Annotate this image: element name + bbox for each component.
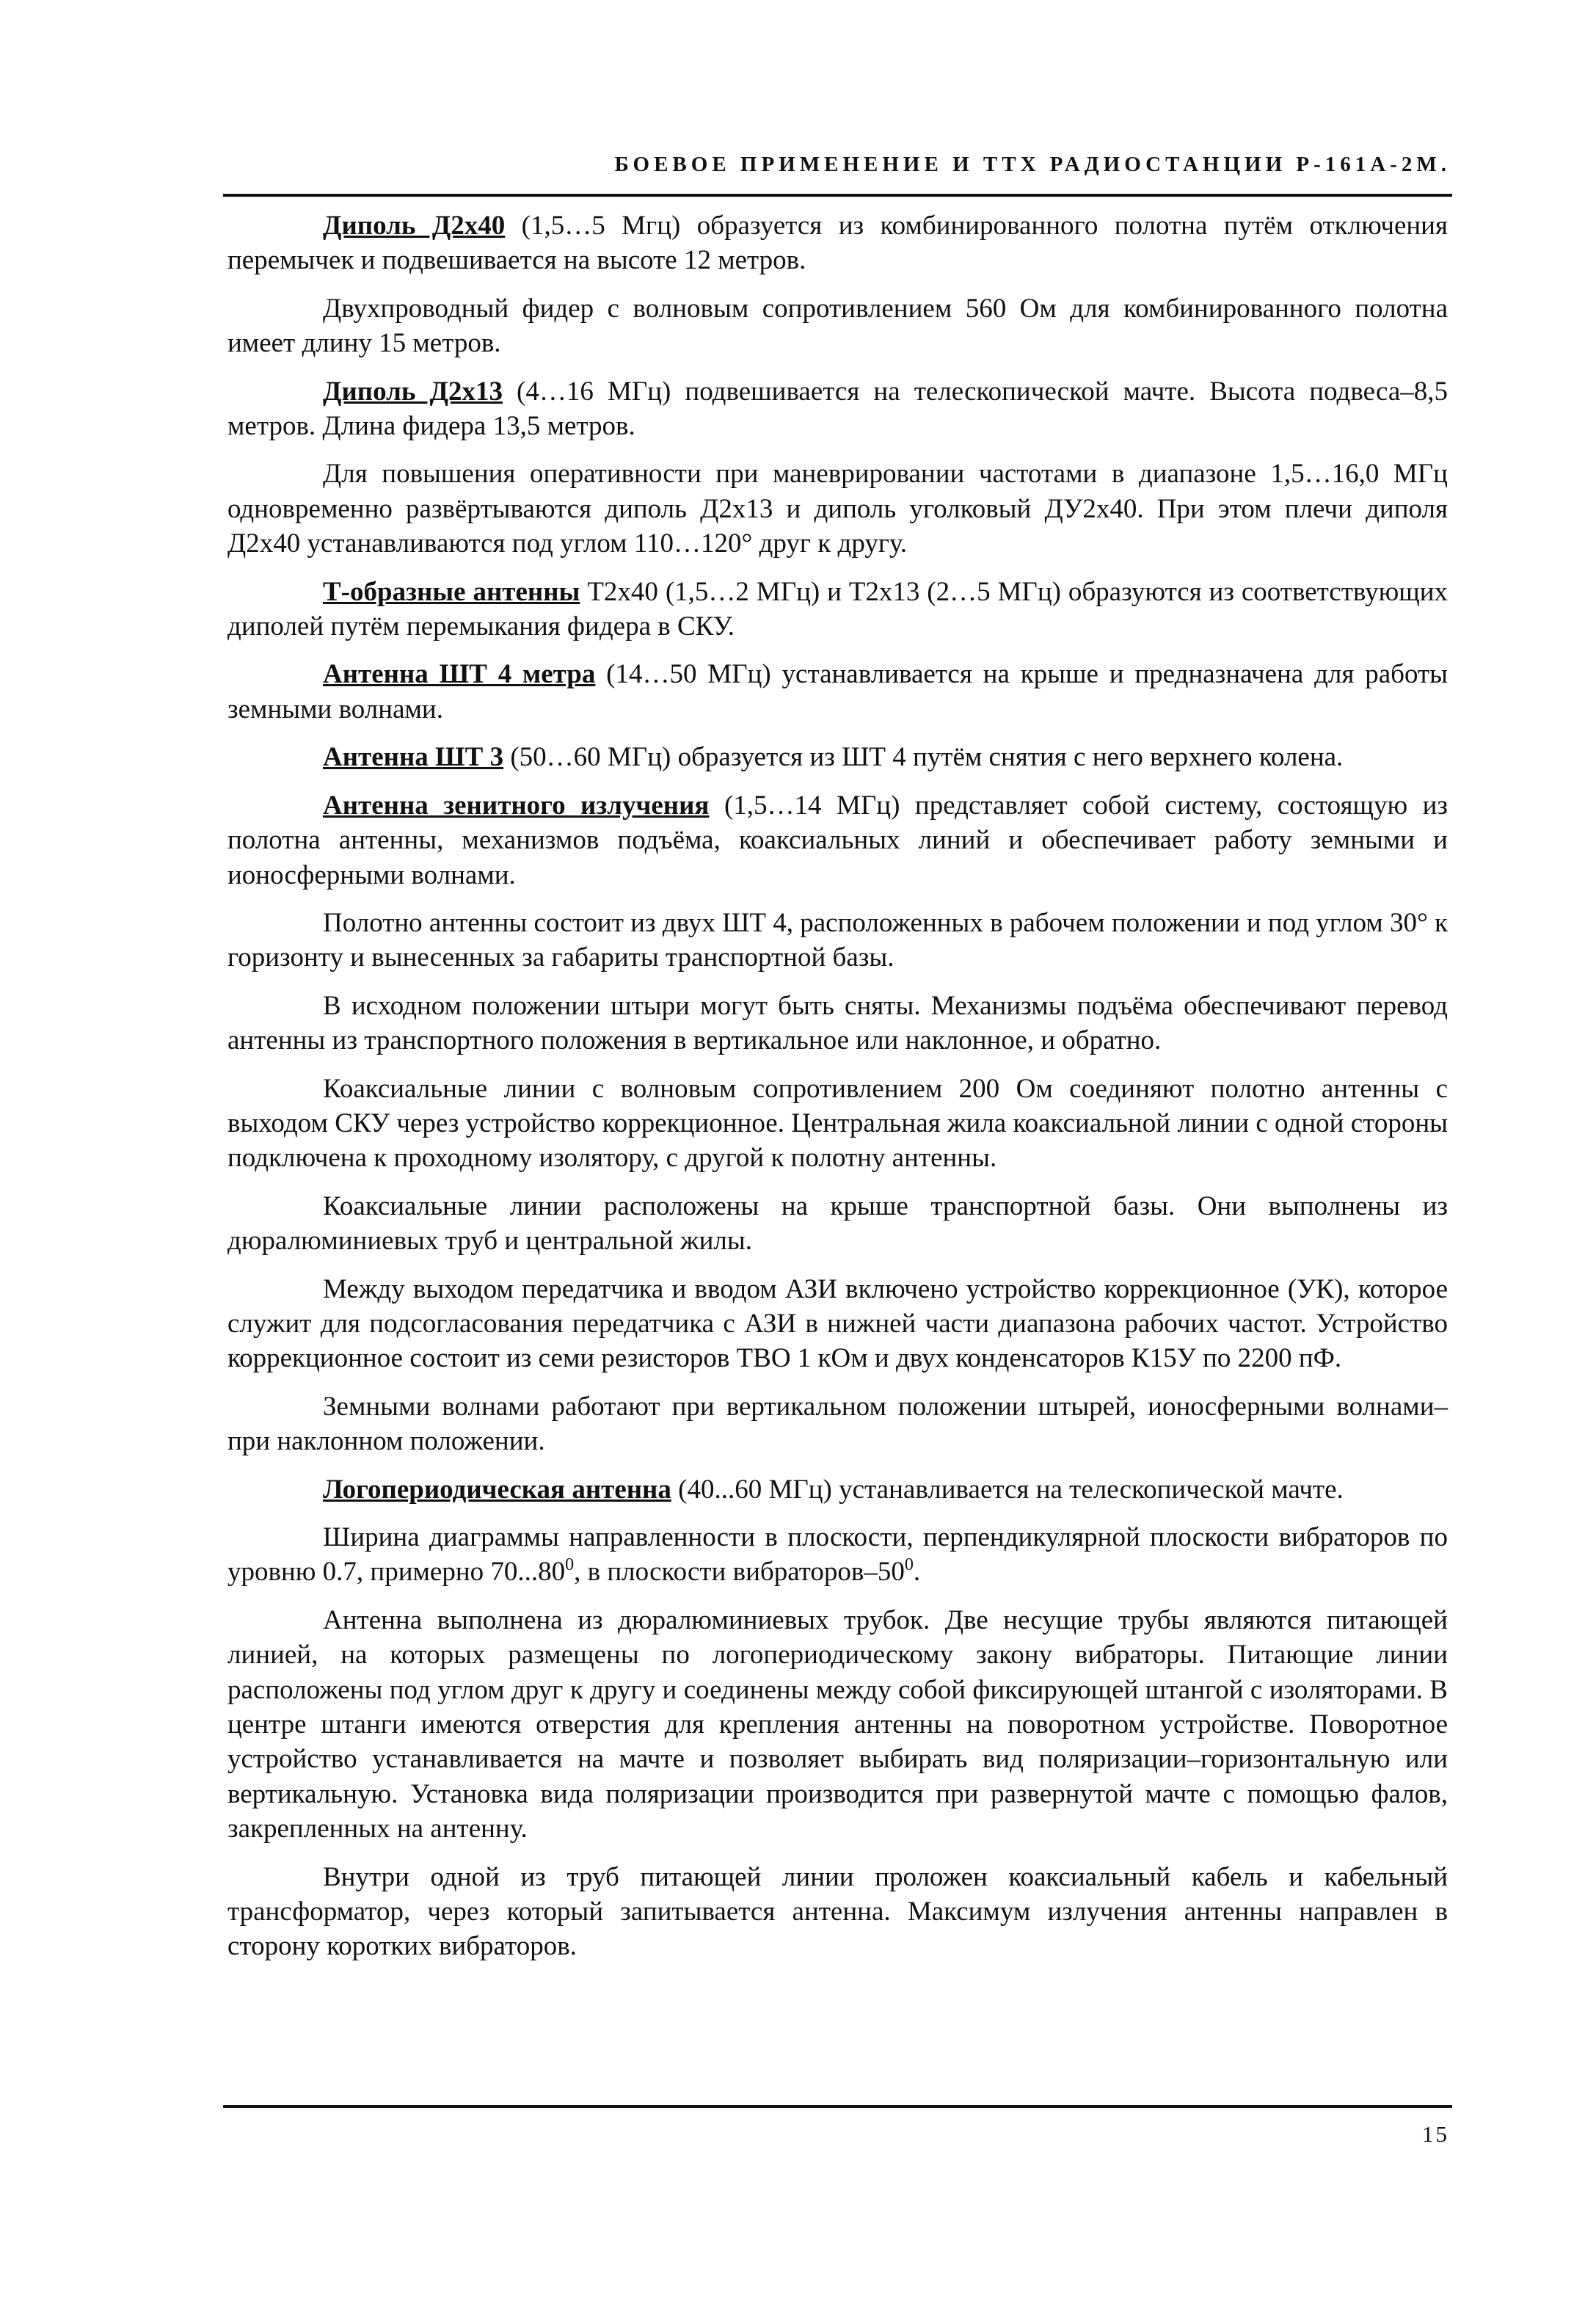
paragraph-text: (50…60 МГц) образуется из ШТ 4 путём снятия с него верхнего колена. bbox=[503, 742, 1344, 773]
page-number: 15 bbox=[1422, 2121, 1449, 2147]
paragraph bbox=[227, 1072, 1448, 1176]
paragraph-text: Т2х40 (1,5…2 МГц) и Т2х13 (2…5 МГц) образуются из соответствующих диполей путём перемыкания фидера в СКУ. bbox=[227, 576, 1448, 642]
term-dipole-d2x40: Диполь Д2х40 bbox=[323, 211, 506, 241]
paragraph-text: Ширина диаграммы направленности в плоскости, перпендикулярной плоскости вибраторов по уровню 0.7, примерно 70...80 bbox=[227, 1522, 1448, 1588]
paragraph bbox=[227, 906, 1448, 975]
term-zenith-antenna: Антенна зенитного излучения bbox=[323, 790, 710, 821]
paragraph-text: Полотно антенны состоит из двух ШТ 4, расположенных в рабочем положении и под углом 30° к горизонту и вынесенных за габариты транспортной базы. bbox=[227, 907, 1448, 973]
paragraph bbox=[227, 657, 1448, 727]
paragraph bbox=[227, 291, 1448, 361]
term-antenna-sht4: Антенна ШТ 4 метра bbox=[323, 659, 596, 690]
paragraph-text: (1,5…5 Мгц) образуется из комбинированного полотна путём отключения перемычек и подвешивается на высоте 12 метров. bbox=[227, 211, 1448, 276]
paragraph bbox=[227, 208, 1448, 278]
paragraph-text: (1,5…14 МГц) представляет собой систему, состоящую из полотна антенны, механизмов подъёма, коаксиальных линий и обеспечивает работу земными и ионосферными волнами. bbox=[227, 790, 1449, 890]
paragraph-text: Между выходом передатчика и вводом АЗИ включено устройство коррекционное (УК), которое служит для подсогласования передатчика с АЗИ в нижней части диапазона рабочих частот. Устройство коррекционное состоит из семи резисторов ТВО 1 кОм и двух конденсаторов К15У по 2200 пФ. bbox=[227, 1273, 1448, 1374]
paragraph-text: (40...60 МГц) устанавливается на телескопической мачте. bbox=[671, 1474, 1344, 1505]
paragraph-text: Двухпроводный фидер с волновым сопротивлением 560 Ом для комбинированного полотна имеет длину 15 метров. bbox=[227, 293, 1448, 359]
body-text bbox=[227, 208, 1448, 1977]
paragraph bbox=[227, 1520, 1448, 1590]
paragraph bbox=[227, 740, 1448, 774]
paragraph-text: Антенна выполнена из дюралюминиевых трубок. Две несущие трубы являются питающей линией, на которых размещены по логопериодическому закону вибраторы. Питающие линии расположены под углом друг к другу и соединены между собой фиксирующей штангой с изоляторами. В центре штанги имеются отверстия для крепления антенны на поворотном устройстве. Поворотное устройство устанавливается на мачте и позволяет выбирать вид поляризации–горизонтальную или вертикальную. Установка вида поляризации производится при развернутой мачте с помощью фалов, закрепленных на антенну. bbox=[227, 1604, 1448, 1844]
paragraph-text: (4…16 МГц) подвешивается на телескопической мачте. Высота подвеса–8,5 метров. Длина фидера 13,5 метров. bbox=[227, 376, 1449, 442]
paragraph-text: (14…50 МГц) устанавливается на крыше и предназначена для работы земными волнами. bbox=[227, 659, 1448, 724]
paragraph bbox=[227, 575, 1448, 644]
paragraph bbox=[227, 1603, 1448, 1847]
degree-superscript: 0 bbox=[565, 1555, 575, 1575]
term-dipole-d2x13: Диполь Д2х13 bbox=[323, 376, 503, 407]
paragraph-text: . bbox=[913, 1557, 921, 1588]
term-log-periodic-antenna: Логопериодическая антенна bbox=[323, 1474, 671, 1505]
paragraph bbox=[227, 1272, 1448, 1376]
paragraph bbox=[227, 1189, 1448, 1259]
paragraph-text: Земными волнами работают при вертикальном положении штырей, ионосферными волнами–при наклонном положении. bbox=[227, 1391, 1448, 1457]
paragraph-text: Коаксиальные линии расположены на крыше транспортной базы. Они выполнены из дюралюминиевых труб и центральной жилы. bbox=[227, 1190, 1448, 1257]
paragraph bbox=[227, 788, 1448, 893]
term-antenna-sht3: Антенна ШТ 3 bbox=[323, 742, 504, 773]
paragraph-text: Коаксиальные линии с волновым сопротивлением 200 Ом соединяют полотно антенны с выходом СКУ через устройство коррекционное. Центральная жила коаксиальной линии с одной стороны подключена к проходному изолятору, с другой к полотну антенны. bbox=[227, 1073, 1448, 1174]
paragraph-text: Для повышения оперативности при маневрировании частотами в диапазоне 1,5…16,0 МГц одновременно развёртываются диполь Д2х13 и диполь уголковый ДУ2х40. При этом плечи диполя Д2х40 устанавливаются под углом 110…120° друг к другу. bbox=[227, 459, 1448, 559]
running-header: БОЕВОЕ ПРИМЕНЕНИЕ И ТТХ РАДИОСТАНЦИИ Р-161А-2М. bbox=[614, 153, 1451, 176]
header-rule bbox=[223, 194, 1452, 197]
footer-rule bbox=[223, 2105, 1452, 2108]
paragraph-text: , в плоскости вибраторов–50 bbox=[574, 1557, 905, 1588]
paragraph-text: В исходном положении штыри могут быть сняты. Механизмы подъёма обеспечивают перевод антенны из транспортного положения в вертикальное или наклонное, и обратно. bbox=[227, 990, 1448, 1056]
paragraph bbox=[227, 989, 1448, 1058]
paragraph bbox=[227, 374, 1448, 444]
term-t-antennas: Т-образные антенны bbox=[323, 576, 580, 607]
paragraph bbox=[227, 1472, 1448, 1507]
paragraph-text: Внутри одной из труб питающей линии проложен коаксиальный кабель и кабельный трансформатор, через который запитывается антенна. Максимум излучения антенны направлен в сторону коротких вибраторов. bbox=[227, 1861, 1448, 1962]
paragraph bbox=[227, 1389, 1448, 1459]
paragraph bbox=[227, 1860, 1448, 1964]
paragraph bbox=[227, 457, 1448, 561]
degree-superscript: 0 bbox=[904, 1555, 914, 1575]
